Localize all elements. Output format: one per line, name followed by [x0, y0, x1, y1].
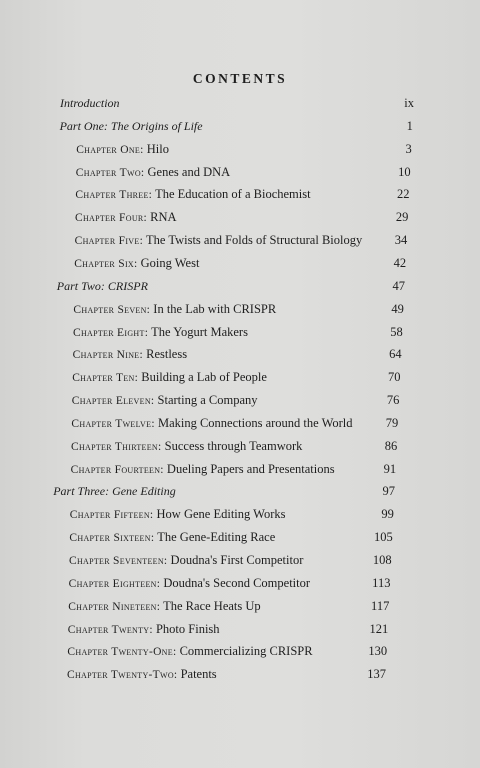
- chapter-text: [75, 207, 177, 228]
- chapter-text: [72, 367, 267, 388]
- chapter-label: Chapter Three:: [75, 189, 153, 202]
- page-number: 137: [367, 667, 386, 682]
- chapter-label: Chapter Six:: [74, 257, 138, 270]
- chapter-label: Chapter Five:: [74, 235, 144, 248]
- page-number: 42: [393, 255, 407, 270]
- chapter-text: [68, 596, 260, 617]
- chapter-text: [68, 619, 220, 640]
- chapter-title: RNA: [150, 210, 177, 225]
- page-number: 76: [386, 393, 400, 408]
- chapter-text: [76, 139, 169, 160]
- chapter-label: Chapter Twenty-Two:: [67, 669, 178, 682]
- chapter-text: [72, 390, 258, 411]
- chapter-text: [73, 344, 188, 365]
- chapter-label: Chapter Twenty-One:: [67, 646, 177, 659]
- chapter-title: Commercializing CRISPR: [179, 644, 313, 659]
- chapter-title: The Gene-Editing Race: [157, 530, 276, 545]
- chapter-text: [75, 184, 310, 205]
- toc-chapter-entry: [71, 413, 398, 433]
- part-title: Part Two: CRISPR: [56, 278, 148, 293]
- chapter-title: Doudna's Second Competitor: [163, 575, 311, 590]
- page-number: 29: [395, 210, 409, 225]
- toc-chapter-entry: [69, 573, 391, 593]
- chapter-label: Chapter Thirteen:: [71, 440, 162, 453]
- toc-part-entry: [53, 481, 395, 501]
- toc-chapter-entry: [68, 596, 389, 616]
- chapter-title: The Twists and Folds of Structural Biology: [145, 233, 363, 248]
- page-number: 22: [397, 187, 410, 202]
- chapter-label: Chapter Fourteen:: [70, 463, 164, 476]
- chapter-text: [76, 162, 230, 183]
- toc-chapter-entry: [69, 527, 392, 547]
- chapter-title: Hilo: [146, 141, 169, 156]
- page-number: 1: [406, 118, 413, 133]
- chapter-text: [69, 573, 310, 594]
- chapter-label: Chapter Eight:: [73, 326, 149, 339]
- chapter-label: Chapter Seven:: [73, 303, 151, 316]
- page-number: 108: [372, 553, 392, 567]
- chapter-title: Success through Teamwork: [164, 438, 303, 453]
- page-number: 3: [405, 141, 412, 156]
- chapter-title: Starting a Company: [157, 393, 258, 408]
- chapter-label: Chapter Eleven:: [71, 395, 155, 408]
- toc-chapter-entry: [75, 230, 408, 250]
- chapter-label: Chapter Fifteen:: [69, 509, 154, 522]
- chapter-text: [74, 253, 199, 274]
- chapter-label: Chapter Four:: [75, 212, 148, 225]
- chapter-text: [71, 459, 335, 480]
- toc-chapter-entry: [73, 344, 402, 364]
- toc-part-entry: [60, 93, 414, 113]
- toc-chapter-entry: [68, 619, 388, 639]
- part-title: Introduction: [60, 96, 120, 110]
- chapter-title: Building a Lab of People: [141, 370, 267, 385]
- page-number: 49: [391, 301, 404, 316]
- toc-chapter-entry: [75, 207, 408, 227]
- page-number: 10: [398, 164, 411, 179]
- chapter-text: [73, 322, 248, 343]
- chapter-label: Chapter Nineteen:: [68, 600, 161, 613]
- toc-part-entry: [57, 276, 405, 296]
- toc-chapter-entry: [67, 664, 386, 684]
- chapter-title: Making Connections around the World: [157, 415, 353, 430]
- page-number: 99: [381, 507, 394, 522]
- page-number: 113: [372, 575, 391, 590]
- chapter-title: Going West: [140, 255, 200, 270]
- chapter-text: [69, 527, 275, 548]
- chapter-label: Chapter Seventeen:: [69, 555, 168, 567]
- toc-chapter-entry: [73, 322, 403, 342]
- toc-chapter-entry: [67, 641, 387, 661]
- part-title: Part Three: Gene Editing: [53, 484, 176, 499]
- chapter-label: Chapter Twenty:: [67, 623, 153, 636]
- contents-heading: CONTENTS: [192, 71, 288, 86]
- chapter-text: [71, 436, 302, 457]
- page-number: 121: [369, 621, 389, 636]
- chapter-label: Chapter Sixteen:: [69, 532, 155, 545]
- toc-part-entry: [60, 116, 413, 136]
- chapter-text: [67, 664, 217, 685]
- chapter-title: Doudna's First Competitor: [170, 553, 304, 567]
- page-number: 91: [383, 461, 397, 476]
- chapter-label: Chapter One:: [76, 143, 144, 156]
- chapter-text: [70, 504, 286, 525]
- toc-chapter-entry: [75, 184, 409, 204]
- chapter-label: Chapter Ten:: [72, 372, 139, 385]
- page-number: 79: [385, 415, 399, 430]
- toc-chapter-entry: [76, 162, 411, 182]
- part-title: Part One: The Origins of Life: [59, 118, 203, 133]
- toc-chapter-entry: [76, 139, 412, 159]
- chapter-text: [67, 641, 312, 662]
- chapter-title: Photo Finish: [155, 621, 220, 636]
- chapter-title: How Gene Editing Works: [156, 507, 286, 522]
- toc-chapter-entry: [69, 550, 392, 570]
- toc-chapter-entry: [74, 253, 406, 273]
- chapter-title: Genes and DNA: [147, 164, 231, 179]
- page-number: 97: [382, 484, 395, 499]
- page-number: 64: [389, 347, 402, 362]
- chapter-title: In the Lab with CRISPR: [153, 301, 277, 316]
- chapter-label: Chapter Eighteen:: [68, 577, 161, 590]
- chapter-title: Restless: [146, 347, 188, 362]
- chapter-label: Chapter Twelve:: [71, 417, 155, 430]
- chapter-title: The Yogurt Makers: [151, 324, 248, 339]
- toc-chapter-entry: [73, 299, 404, 319]
- chapter-label: Chapter Nine:: [72, 349, 143, 362]
- page-number: 34: [394, 233, 408, 248]
- chapter-text: [75, 230, 363, 251]
- page-number: 58: [390, 324, 403, 339]
- page-number: 117: [371, 598, 390, 613]
- page-number: 130: [368, 644, 388, 659]
- toc-chapter-entry: [72, 367, 400, 387]
- toc-chapter-entry: [70, 504, 394, 524]
- toc-chapter-entry: [72, 390, 400, 410]
- chapter-text: [73, 299, 276, 320]
- chapter-title: Patents: [180, 667, 217, 682]
- chapter-text: [69, 550, 303, 571]
- page-number: 47: [392, 278, 406, 293]
- page-number: 70: [388, 370, 401, 385]
- chapter-label: Chapter Two:: [75, 166, 145, 179]
- chapter-title: Dueling Papers and Presentations: [166, 461, 335, 476]
- page-number: 86: [384, 438, 398, 453]
- chapter-title: The Education of a Biochemist: [155, 187, 311, 202]
- page-number: ix: [404, 96, 414, 110]
- toc-chapter-entry: [71, 459, 396, 479]
- toc-chapter-entry: [71, 436, 397, 456]
- chapter-text: [71, 413, 352, 434]
- page-number: 105: [373, 530, 393, 545]
- chapter-title: The Race Heats Up: [163, 598, 261, 613]
